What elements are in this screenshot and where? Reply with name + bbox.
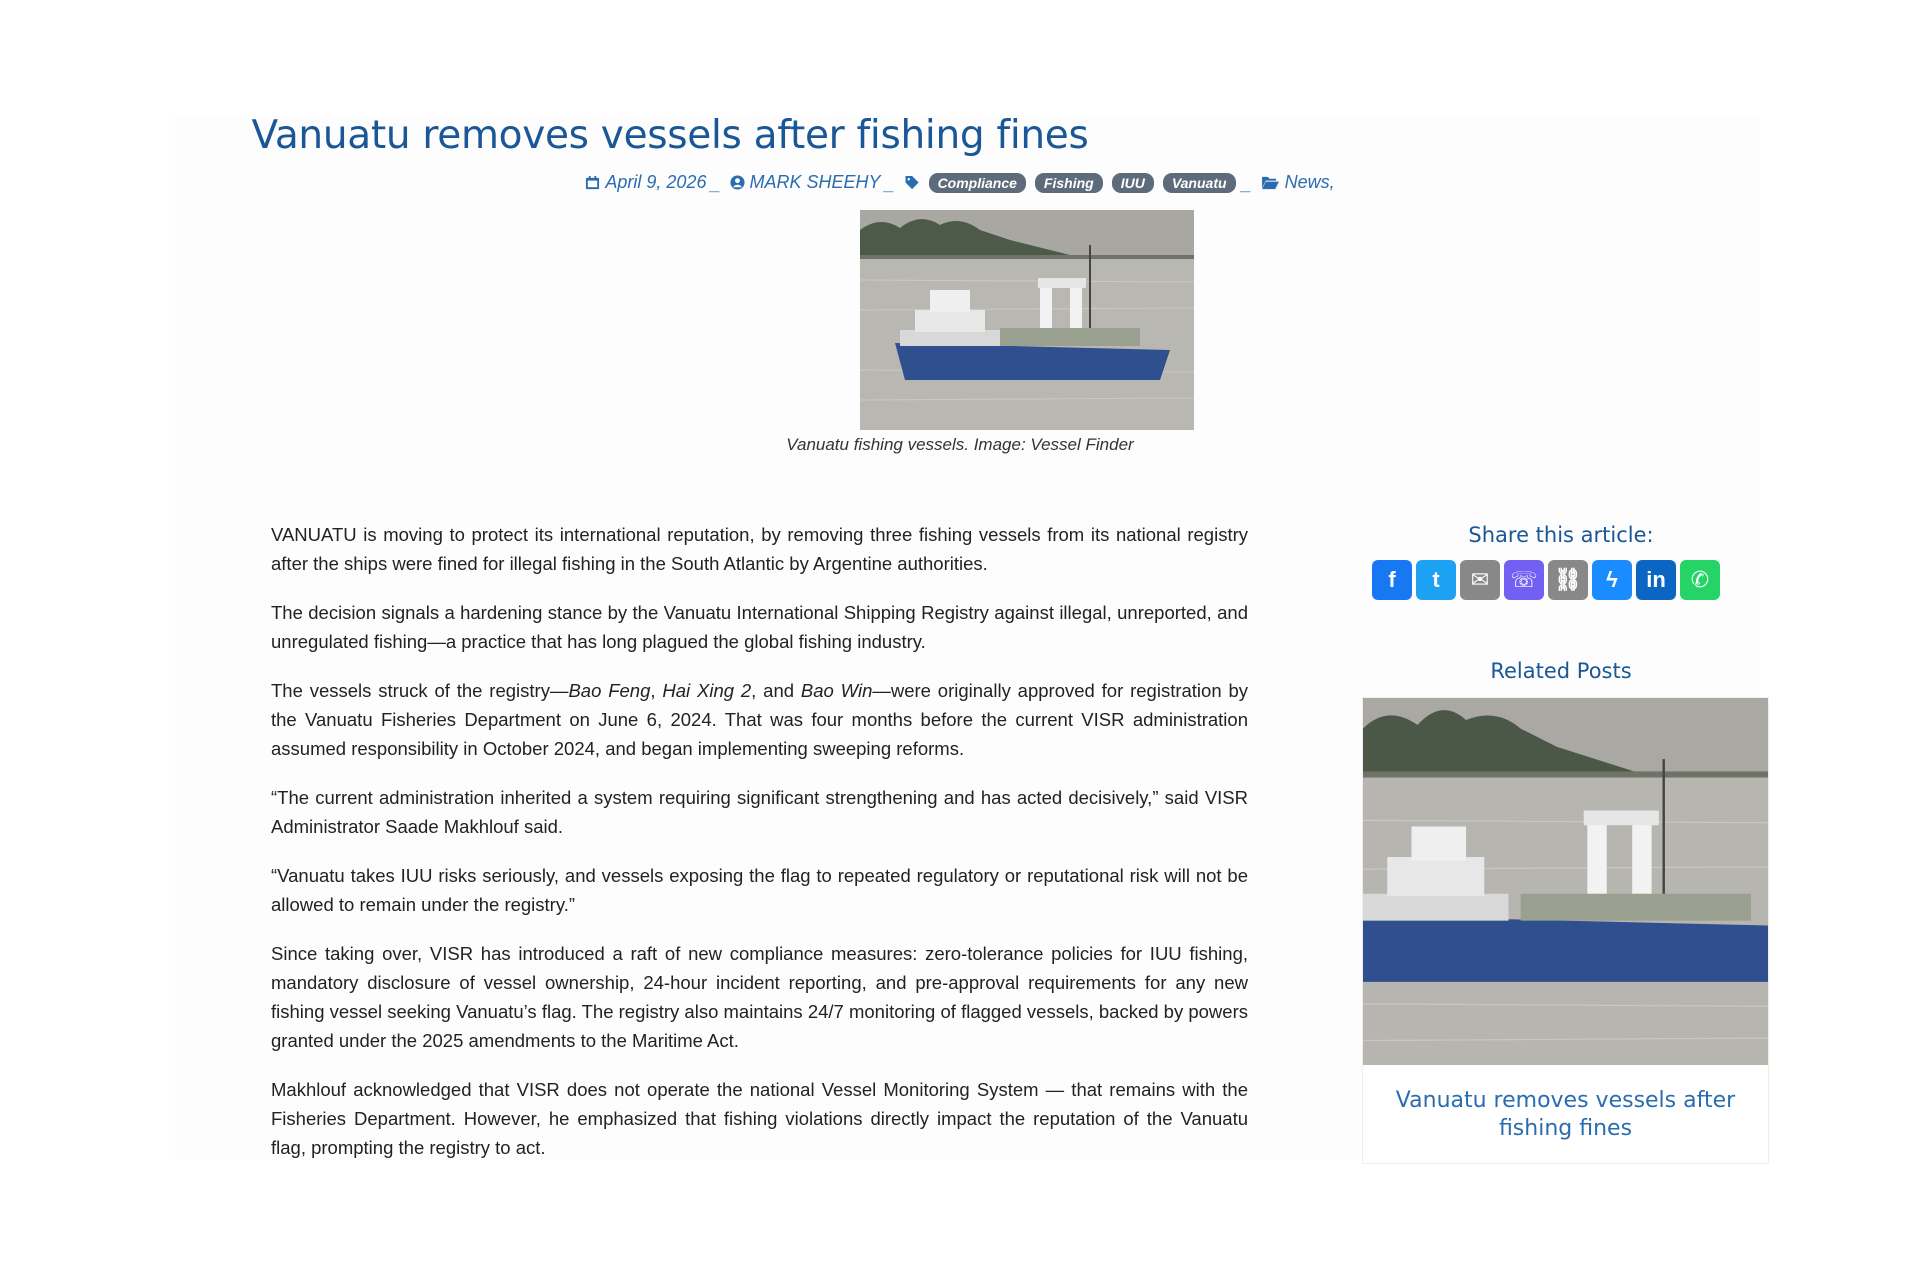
share-title: Share this article: bbox=[1468, 523, 1654, 547]
vessels-prefix: The vessels struck of the registry— bbox=[271, 680, 569, 701]
meta-author[interactable] bbox=[730, 172, 881, 193]
share-buttons bbox=[1372, 560, 1720, 600]
user-circle-icon bbox=[730, 175, 745, 190]
paragraph-7: Makhlouf acknowledged that VISR does not operate the national Vessel Monitoring System — that remains with the Fisheries Department. However, he emphasized that fishing violations directly impact the reputation of the Vanuatu flag, prompting the registry to act. bbox=[271, 1079, 1248, 1158]
vessel-name-2: Hai Xing 2 bbox=[662, 680, 752, 701]
related-post-card[interactable] bbox=[1362, 697, 1769, 1164]
tags-icon bbox=[904, 175, 922, 190]
tag-iuu[interactable]: IUU bbox=[1112, 173, 1154, 193]
meta-date[interactable] bbox=[585, 172, 706, 193]
meta-category[interactable] bbox=[1261, 172, 1335, 193]
paragraph-2: The decision signals a hardening stance by the Vanuatu International Shipping Registry against illegal, unreported, and unregulated fishing—a practice that has long plagued the global fishing industry. bbox=[271, 602, 1248, 652]
facebook-share-button[interactable] bbox=[1372, 560, 1412, 600]
viber-share-button[interactable] bbox=[1504, 560, 1544, 600]
vessel-name-3: Bao Win bbox=[800, 680, 873, 701]
twitter-share-button[interactable] bbox=[1416, 560, 1456, 600]
meta-date-text: April 9, 2026 bbox=[605, 172, 707, 192]
article-body bbox=[271, 520, 1248, 1182]
related-post-image[interactable] bbox=[1363, 698, 1768, 1065]
paragraph-5: “Vanuatu takes IUU risks seriously, and vessels exposing the flag to repeated regulatory or reputational risk will not be allowed to remain under the registry.” bbox=[271, 865, 1248, 915]
copy-link-button[interactable] bbox=[1548, 560, 1588, 600]
email-share-button[interactable] bbox=[1460, 560, 1500, 600]
meta-category-text: News, bbox=[1284, 172, 1335, 192]
related-posts-title: Related Posts bbox=[1490, 659, 1632, 683]
hero-image bbox=[860, 210, 1194, 430]
paragraph-3 bbox=[271, 676, 1248, 763]
tag-compliance[interactable]: Compliance bbox=[929, 173, 1026, 193]
envelope-icon: ✉ bbox=[1470, 567, 1490, 592]
messenger-share-button[interactable] bbox=[1592, 560, 1632, 600]
whatsapp-share-button[interactable] bbox=[1680, 560, 1720, 600]
paragraph-4: “The current administration inherited a system requiring significant strengthening and has acted decisively,” said VISR Administrator Saade Makhlouf said. bbox=[271, 787, 1248, 837]
messenger-icon: ϟ bbox=[1606, 567, 1618, 592]
linkedin-share-button[interactable] bbox=[1636, 560, 1676, 600]
twitter-icon: t bbox=[1432, 567, 1440, 592]
post-meta: April 9, 2026 _ MARK SHEEHY _ Compliance Fishing IUU Vanuatu _ News, bbox=[0, 172, 1920, 195]
vessels-suffix: —were originally approved for registration by the Vanuatu Fisheries Department on June 6, 2024. That was four months before the current VISR administration assumed responsibility in October 2024, and began implementing sweeping reforms. bbox=[271, 680, 1248, 759]
vessel-name-1: Bao Feng bbox=[568, 680, 651, 701]
image-caption: Vanuatu fishing vessels. Image: Vessel Finder bbox=[786, 435, 1134, 454]
link-icon: ⛓ bbox=[1554, 567, 1582, 592]
tag-vanuatu[interactable]: Vanuatu bbox=[1163, 173, 1236, 193]
page-title: Vanuatu removes vessels after fishing fines bbox=[251, 113, 1089, 158]
meta-tags bbox=[904, 173, 1238, 193]
viber-icon: ☏ bbox=[1510, 567, 1538, 592]
facebook-icon: f bbox=[1388, 567, 1396, 592]
linkedin-icon: in bbox=[1646, 567, 1666, 592]
related-post-title[interactable]: Vanuatu removes vessels after fishing fines bbox=[1395, 1088, 1736, 1141]
paragraph-1: VANUATU is moving to protect its international reputation, by removing three fishing vessels from its national registry after the ships were fined for illegal fishing in the South Atlantic by Argentine authorities. bbox=[271, 524, 1248, 574]
paragraph-6: Since taking over, VISR has introduced a raft of new compliance measures: zero-tolerance policies for IUU fishing, mandatory disclosure of vessel ownership, 24-hour incident reporting, and pre-approval requirements for any new fishing vessel seeking Vanuatu’s flag. The registry also maintains 24/7 monitoring of flagged vessels, backed by powers granted under the 2025 amendments to the Maritime Act. bbox=[271, 943, 1248, 1051]
folder-open-icon bbox=[1261, 175, 1280, 190]
whatsapp-icon: ✆ bbox=[1690, 567, 1710, 592]
calendar-icon bbox=[585, 175, 600, 190]
vessels-sep-1: , bbox=[650, 680, 663, 701]
title-wrap bbox=[0, 113, 1515, 158]
vessels-sep-2: , and bbox=[751, 680, 801, 701]
meta-author-text: MARK SHEEHY bbox=[749, 172, 881, 192]
tag-fishing[interactable]: Fishing bbox=[1035, 173, 1103, 193]
